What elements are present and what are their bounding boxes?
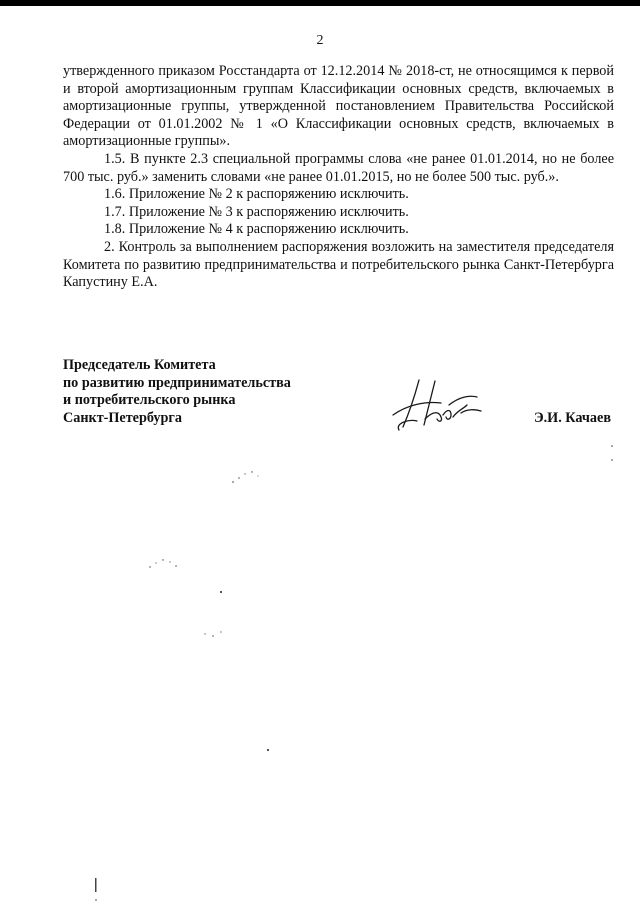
paragraph-continuation: утвержденного приказом Росстандарта от 12.12.2014 № 2018-ст, не относящимся к первой и второй амортизационным группам Классификации основных средств, включаемых в амортизационные группы, утвержденной постановлением Правительства Российской Федерации от 01.01.2002 № 1 «О Классификации основных средств, включаемых в амортизационные группы». [63,63,614,150]
paragraph-item-1-8: 1.8. Приложение № 4 к распоряжению исключить. [104,221,409,238]
paragraph-item-1-5: 1.5. В пункте 2.3 специальной программы слова «не ранее 01.01.2014, но не более 700 тыс. руб.» заменить словами «не ранее 01.01.2015, но не более 500 тыс. руб.». [63,150,614,185]
paragraph-item-1-7: 1.7. Приложение № 3 к распоряжению исключить. [104,203,409,220]
signatory-title-line: по развитию предпринимательства [63,374,291,391]
paragraph-item-2: 2. Контроль за выполнением распоряжения возложить на заместителя председателя Комитета по развитию предпринимательства и потребительского рынка Санкт-Петербурга Капустину Е.А. [63,238,614,291]
signatory-name: Э.И. Качаев [534,410,611,426]
signatory-title-line: Председатель Комитета [63,357,216,373]
signatory-title-line: Санкт-Петербурга [63,409,182,426]
document-body [63,63,614,292]
handwritten-signature [389,375,484,435]
scan-top-border [0,0,640,6]
signatory-title [63,357,291,427]
paragraph-item-1-6: 1.6. Приложение № 2 к распоряжению исключить. [104,186,409,203]
signatory-title-line: и потребительского рынка [63,392,236,409]
page-number: 2 [316,33,324,48]
